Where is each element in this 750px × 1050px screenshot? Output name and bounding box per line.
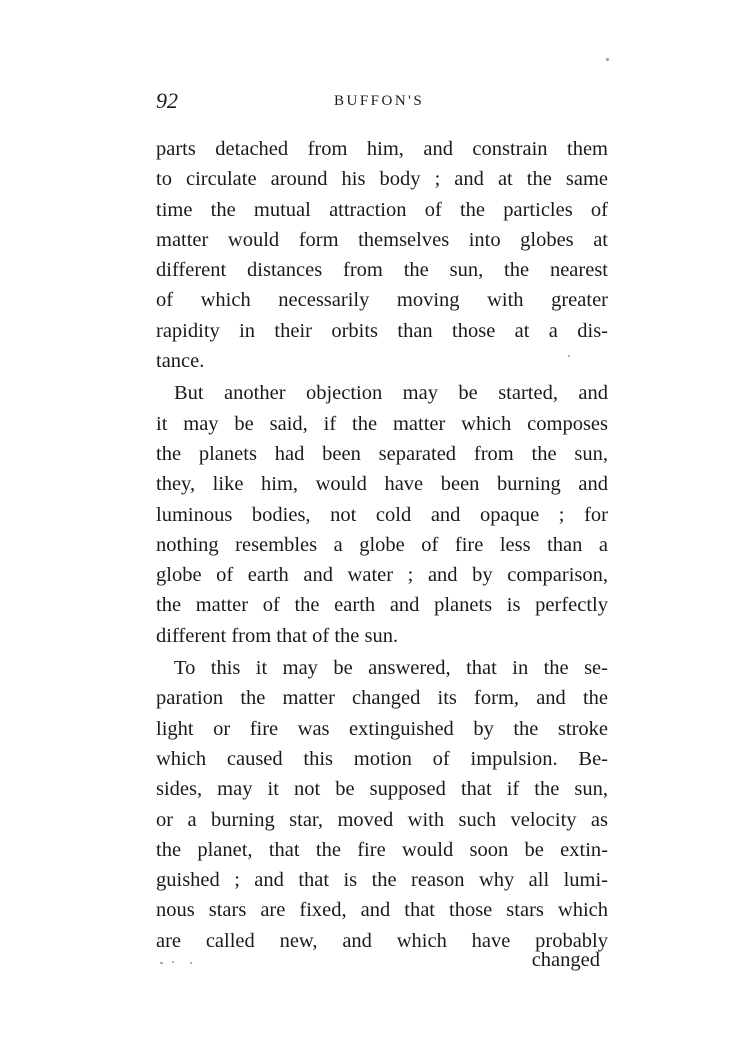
catchword: changed bbox=[531, 949, 600, 971]
text-line: to circulate around his body ; and at the same bbox=[156, 168, 608, 191]
text-line: paration the matter changed its form, and the bbox=[156, 687, 608, 710]
text-line: luminous bodies, not cold and opaque ; for bbox=[156, 503, 608, 526]
paper-speck bbox=[190, 962, 192, 964]
text-line: nous stars are fixed, and that those stars which bbox=[156, 899, 608, 922]
paper-speck bbox=[160, 962, 163, 964]
text-line: sides, may it not be supposed that if the sun, bbox=[156, 778, 608, 801]
paper-speck bbox=[606, 58, 609, 61]
text-line: different from that of the sun. bbox=[156, 624, 399, 647]
paragraph bbox=[156, 653, 608, 956]
text-line: the planets had been separated from the sun, bbox=[156, 442, 608, 465]
text-line: it may be said, if the matter which composes bbox=[156, 412, 608, 435]
text-line: the matter of the earth and planets is perfectly bbox=[156, 594, 608, 617]
text-line: globe of earth and water ; and by comparison, bbox=[156, 564, 608, 587]
text-line: the planet, that the fire would soon be extin- bbox=[156, 838, 608, 861]
text-line: are called new, and which have probably bbox=[156, 929, 608, 952]
paragraph bbox=[156, 378, 608, 651]
text-line: guished ; and that is the reason why all lumi- bbox=[156, 869, 608, 892]
text-line: parts detached from him, and constrain them bbox=[156, 138, 608, 160]
text-line: of which necessarily moving with greater bbox=[156, 289, 608, 312]
page-number: 92 bbox=[156, 88, 178, 113]
running-title: BUFFON'S bbox=[334, 93, 425, 109]
text-line: which caused this motion of impulsion. Be- bbox=[156, 747, 608, 770]
text-line: time the mutual attraction of the particles of bbox=[156, 198, 608, 221]
running-head bbox=[156, 88, 608, 118]
text-line: tance. bbox=[156, 350, 205, 373]
text-line: matter would form themselves into globes at bbox=[156, 228, 608, 251]
paragraph bbox=[156, 134, 608, 376]
paper-speck bbox=[172, 961, 174, 963]
text-line: But another objection may be started, and bbox=[174, 382, 608, 405]
text-line: To this it may be answered, that in the se- bbox=[174, 657, 608, 680]
text-line: different distances from the sun, the nearest bbox=[156, 259, 608, 282]
paper-speck bbox=[568, 355, 570, 357]
text-line: light or fire was extinguished by the stroke bbox=[156, 717, 608, 740]
text-line: or a burning star, moved with such velocity as bbox=[156, 808, 608, 831]
text-line: they, like him, would have been burning and bbox=[156, 473, 608, 496]
body-text bbox=[156, 134, 608, 956]
text-line: nothing resembles a globe of fire less than a bbox=[156, 533, 608, 556]
text-line: rapidity in their orbits than those at a dis- bbox=[156, 319, 608, 342]
